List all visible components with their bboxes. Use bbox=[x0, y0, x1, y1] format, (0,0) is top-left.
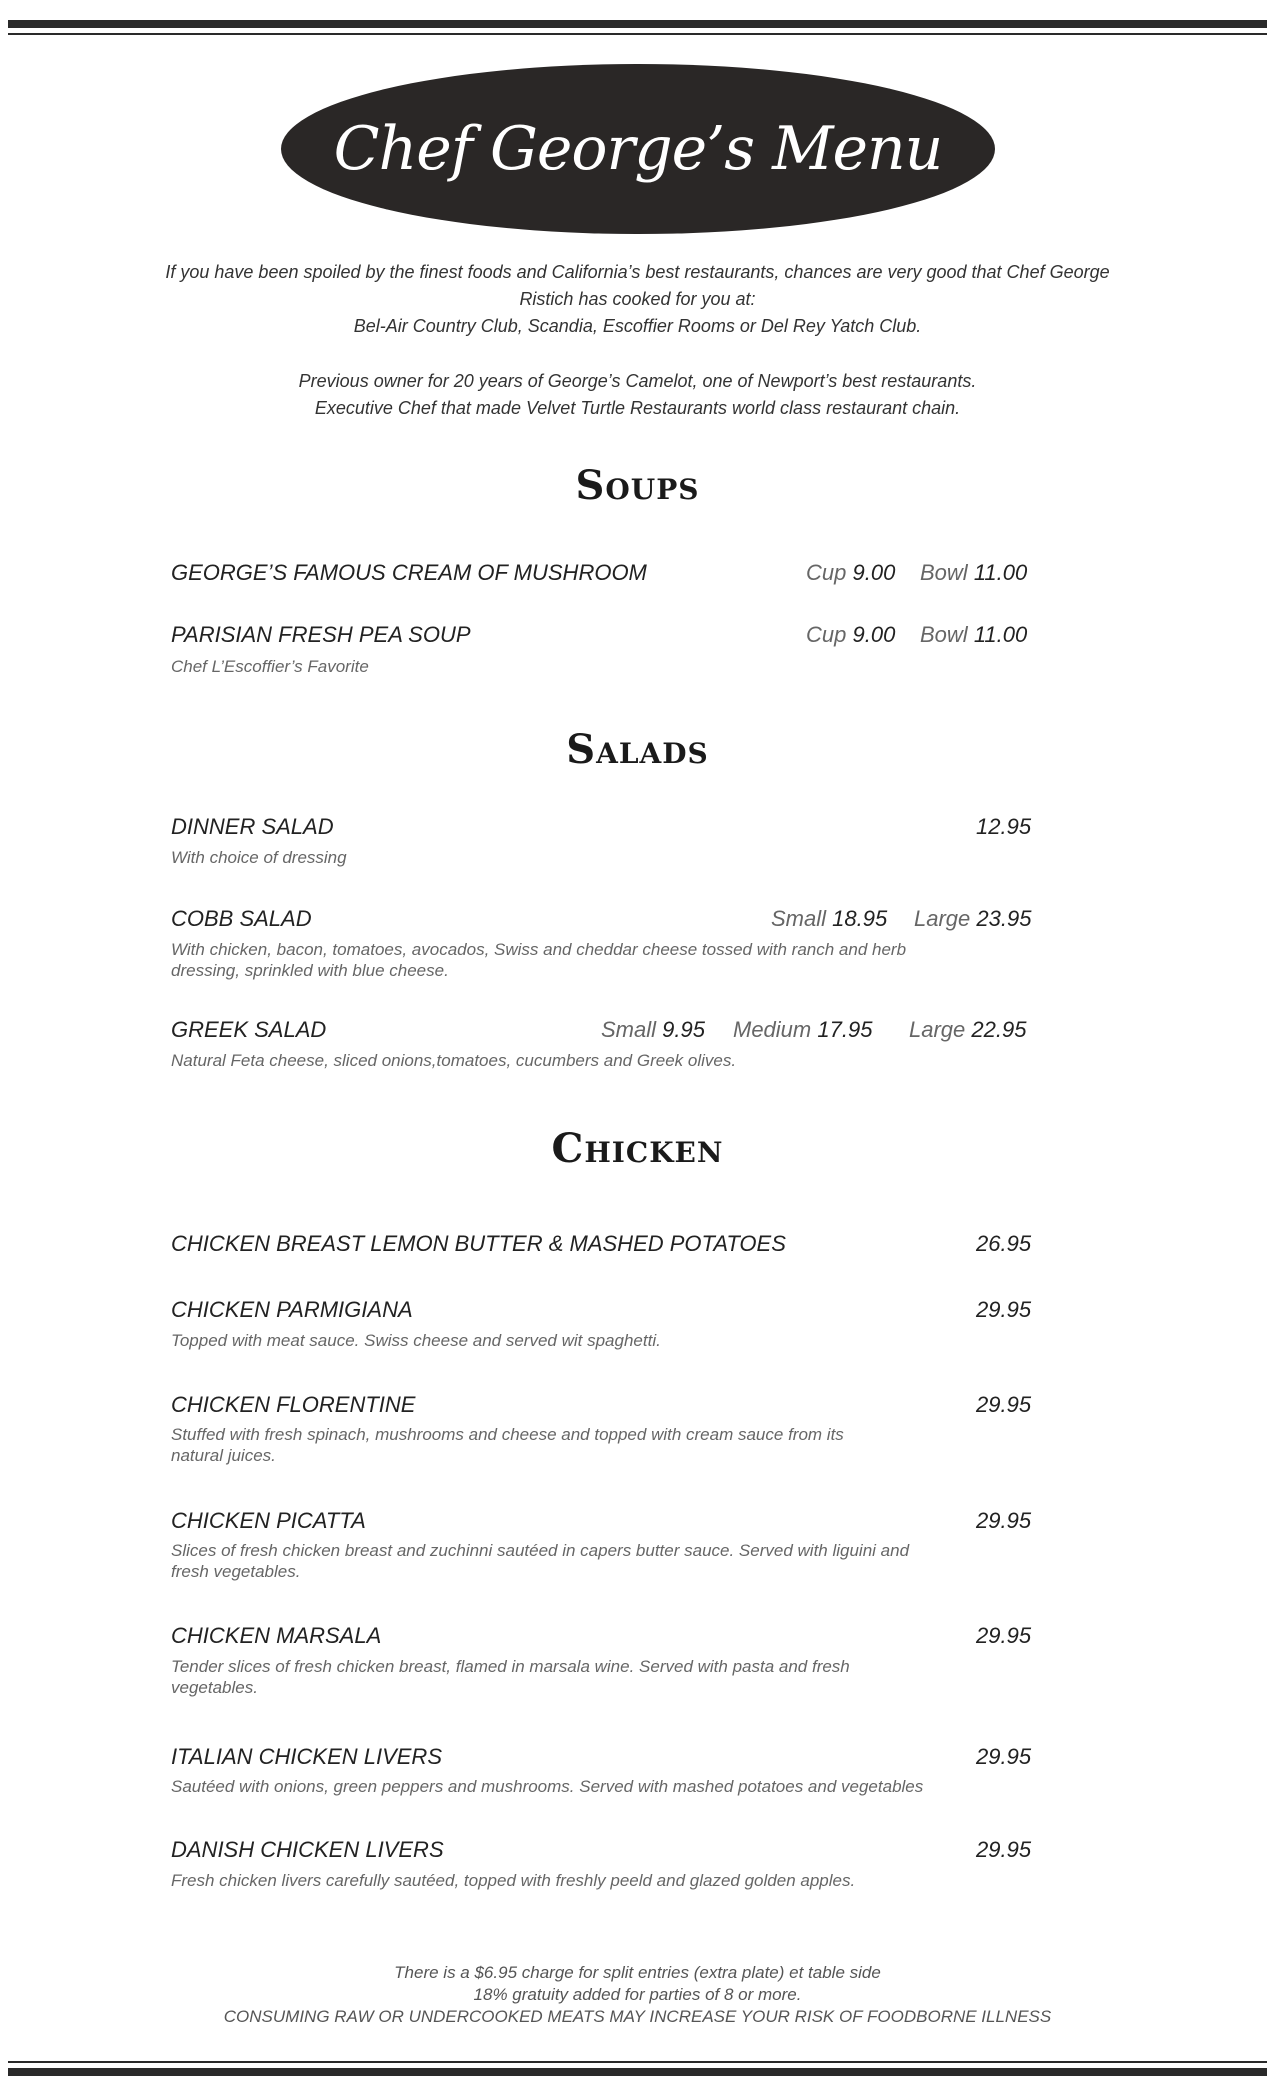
intro-line: Executive Chef that made Velvet Turtle Restaurants world class restaurant chain. bbox=[314, 398, 961, 418]
menu-item-name: DANISH CHICKEN LIVERS bbox=[171, 1837, 444, 1862]
menu-item-description: With chicken, bacon, tomatoes, avocados, Swiss and cheddar cheese tossed with ranch and herb dressing, sprinkled with blue cheese. bbox=[171, 940, 907, 980]
price bbox=[976, 1392, 1031, 1418]
title-banner bbox=[281, 64, 995, 234]
section-heading-soups: Soups bbox=[575, 462, 700, 509]
intro-paragraph-1 bbox=[160, 259, 1115, 340]
menu-item-name: CHICKEN FLORENTINE bbox=[171, 1392, 416, 1417]
price-medium bbox=[733, 1017, 872, 1043]
footer-line: There is a $6.95 charge for split entries (extra plate) et table side bbox=[394, 1963, 881, 1982]
intro-line: Previous owner for 20 years of George’s Camelot, one of Newport’s best restaurants. bbox=[298, 371, 977, 391]
price-amount: 11.00 bbox=[973, 560, 1028, 585]
price-bowl bbox=[920, 560, 1027, 586]
price-label: Cup bbox=[806, 560, 847, 585]
price-amount: 23.95 bbox=[976, 906, 1032, 931]
menu-item-description: Fresh chicken livers carefully sautéed, topped with freshly peeld and glazed golden apples. bbox=[171, 1871, 856, 1890]
menu-item-description: Stuffed with fresh spinach, mushrooms and cheese and topped with cream sauce from its natural juices. bbox=[171, 1425, 844, 1465]
menu-item-description: Chef L’Escoffier’s Favorite bbox=[171, 657, 369, 676]
price-cup bbox=[806, 622, 895, 648]
menu-item-name: CHICKEN PARMIGIANA bbox=[171, 1297, 413, 1322]
intro-line: If you have been spoiled by the finest foods and California’s best restaurants, chances are very good that Chef George bbox=[165, 262, 1110, 282]
bottom-border-thick bbox=[8, 2068, 1267, 2076]
price-amount: 22.95 bbox=[971, 1017, 1027, 1042]
price-bowl bbox=[920, 622, 1027, 648]
price-amount: 9.00 bbox=[852, 560, 896, 585]
section-heading-salads: Salads bbox=[566, 726, 709, 773]
menu-item-name: COBB SALAD bbox=[171, 906, 312, 931]
menu-item-name: GREEK SALAD bbox=[171, 1017, 327, 1042]
price-label: Medium bbox=[733, 1017, 812, 1042]
menu-item-name: PARISIAN FRESH PEA SOUP bbox=[171, 622, 471, 647]
intro-line: Bel-Air Country Club, Scandia, Escoffier Rooms or Del Rey Yatch Club. bbox=[353, 316, 922, 336]
price-label: Large bbox=[914, 906, 971, 931]
price bbox=[976, 1508, 1031, 1534]
price-large bbox=[909, 1017, 1026, 1043]
price bbox=[976, 1297, 1031, 1323]
menu-item-name: ITALIAN CHICKEN LIVERS bbox=[171, 1744, 442, 1769]
menu-item-description: With choice of dressing bbox=[171, 848, 347, 867]
menu-item-description: Sautéed with onions, green peppers and mushrooms. Served with mashed potatoes and vegetables bbox=[171, 1777, 924, 1796]
price-label: Large bbox=[909, 1017, 966, 1042]
price-amount: 11.00 bbox=[973, 622, 1028, 647]
menu-item-description: Tender slices of fresh chicken breast, flamed in marsala wine. Served with pasta and fresh vegetables. bbox=[171, 1657, 850, 1697]
price-amount: 29.95 bbox=[976, 1392, 1032, 1417]
price-amount: 26.95 bbox=[976, 1231, 1032, 1256]
price-label: Cup bbox=[806, 622, 847, 647]
price-amount: 18.95 bbox=[832, 906, 888, 931]
footer-line: CONSUMING RAW OR UNDERCOOKED MEATS MAY INCREASE YOUR RISK OF FOODBORNE ILLNESS bbox=[223, 2007, 1052, 2026]
price-small bbox=[771, 906, 887, 932]
intro-paragraph-2 bbox=[160, 368, 1115, 422]
menu-item-name: DINNER SALAD bbox=[171, 814, 334, 839]
price bbox=[976, 1744, 1031, 1770]
price-amount: 29.95 bbox=[976, 1744, 1032, 1769]
menu-item-name: CHICKEN MARSALA bbox=[171, 1623, 382, 1648]
price-small bbox=[601, 1017, 705, 1043]
price-amount: 17.95 bbox=[817, 1017, 873, 1042]
price-label: Bowl bbox=[920, 622, 968, 647]
menu-item-description: Natural Feta cheese, sliced onions,tomatoes, cucumbers and Greek olives. bbox=[171, 1051, 737, 1070]
price-label: Bowl bbox=[920, 560, 968, 585]
menu-item-name: CHICKEN BREAST LEMON BUTTER & MASHED POTATOES bbox=[171, 1231, 786, 1256]
section-heading-chicken: Chicken bbox=[551, 1125, 724, 1172]
footer-notes bbox=[0, 1962, 1275, 2028]
price bbox=[976, 1623, 1031, 1649]
intro-line: Ristich has cooked for you at: bbox=[519, 289, 756, 309]
price bbox=[976, 1837, 1031, 1863]
price-label: Small bbox=[771, 906, 827, 931]
price-amount: 9.95 bbox=[662, 1017, 705, 1042]
price-large bbox=[914, 906, 1031, 932]
price bbox=[976, 814, 1031, 840]
price-amount: 29.95 bbox=[976, 1508, 1032, 1533]
price-amount: 12.95 bbox=[976, 814, 1032, 839]
menu-item-name: GEORGE’S FAMOUS CREAM OF MUSHROOM bbox=[171, 560, 647, 585]
top-border-thick bbox=[8, 20, 1267, 28]
price-amount: 9.00 bbox=[852, 622, 896, 647]
price-cup bbox=[806, 560, 895, 586]
price-amount: 29.95 bbox=[976, 1623, 1032, 1648]
price-amount: 29.95 bbox=[976, 1297, 1032, 1322]
price bbox=[976, 1231, 1031, 1257]
top-border-thin bbox=[8, 33, 1267, 35]
menu-item-name: CHICKEN PICATTA bbox=[171, 1508, 366, 1533]
bottom-border-thin bbox=[8, 2061, 1267, 2063]
footer-line: 18% gratuity added for parties of 8 or more. bbox=[473, 1985, 802, 2004]
price-label: Small bbox=[601, 1017, 657, 1042]
price-amount: 29.95 bbox=[976, 1837, 1032, 1862]
menu-item-description: Topped with meat sauce. Swiss cheese and served wit spaghetti. bbox=[171, 1331, 661, 1350]
menu-item-description: Slices of fresh chicken breast and zuchinni sautéed in capers butter sauce. Served with liguini and fresh vegetables. bbox=[171, 1541, 910, 1581]
menu-title: Chef George’s Menu bbox=[333, 114, 943, 184]
